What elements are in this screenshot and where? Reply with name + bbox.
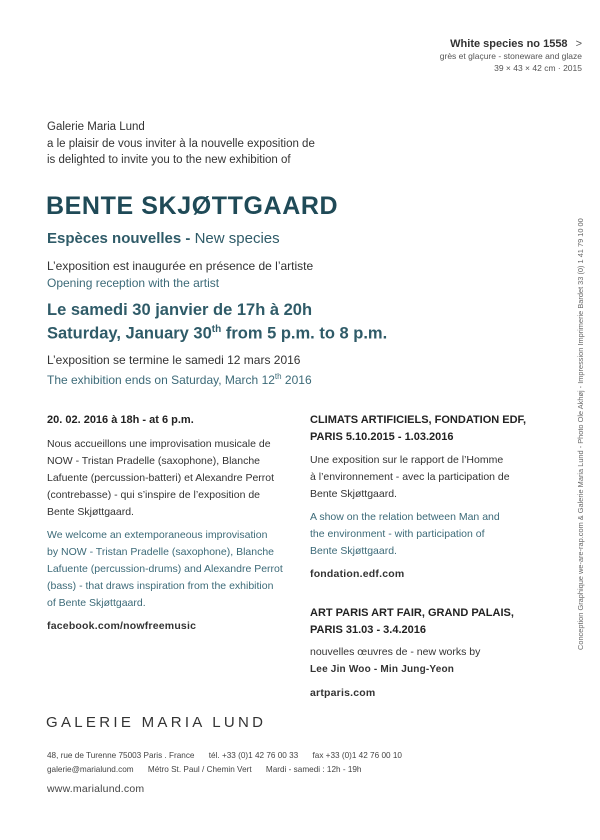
artparis-text: nouvelles œuvres de - new works by	[310, 646, 481, 658]
edf-heading: CLIMATS ARTIFICIELS, FONDATION EDF, PARIS 5.10.2015 - 1.03.2016	[310, 414, 527, 443]
edf-text-fr: Une exposition sur le rapport de l’Homme à l’environnement - avec la participation de Bente Skjøttgaard.	[310, 454, 510, 500]
artparis-heading: ART PARIS ART FAIR, GRAND PALAIS, PARIS 31.03 - 3.4.2016	[310, 607, 514, 636]
credits-text: Conception Graphique we-are-rap.com & Galerie Maria Lund - Photo Ole Akhøj - Impression Imprimerie Bardet 33 (0) 1 41 79 10 00	[576, 218, 585, 650]
artist-name: BENTE SKJØTTGAARD	[46, 192, 339, 220]
events-section	[310, 412, 565, 702]
opening-date-fr: Le samedi 30 janvier de 17h à 20h	[47, 301, 313, 319]
exhibition-title-fr: Espèces nouvelles -	[47, 230, 195, 247]
opening-en: Opening reception with the artist	[47, 275, 220, 290]
arrow-icon: >	[575, 38, 582, 50]
concert-section	[47, 412, 302, 635]
closing-date-en: The exhibition ends on Saturday, March 12th 2016	[47, 371, 312, 387]
exhibition-title-en: New species	[194, 230, 280, 247]
artwork-title: White species no 1558	[450, 38, 568, 50]
artwork-material: grès et glaçure - stoneware and glaze	[439, 51, 582, 61]
invite-fr: a le plaisir de vous inviter à la nouvelle exposition de	[47, 137, 315, 150]
exhibition-title	[47, 230, 280, 247]
gallery-email[interactable]: galerie@marialund.com	[47, 765, 134, 774]
gallery-phone: tél. +33 (0)1 42 76 00 33	[208, 751, 299, 760]
opening-date	[47, 300, 387, 344]
opening-fr: L’exposition est inaugurée en présence de l’artiste	[47, 259, 314, 273]
artparis-names: Lee Jin Woo - Min Jung-Yeon	[310, 664, 455, 675]
closing-date-fr: L’exposition se termine le samedi 12 mars 2016	[47, 353, 301, 367]
closing-date	[47, 352, 312, 388]
opening-text	[47, 258, 313, 291]
invite-en: is delighted to invite you to the new exhibition of	[47, 154, 291, 166]
concert-text-en: We welcome an extemporaneous improvisation by NOW - Tristan Pradelle (saxophone), Blanche Lafuente (percussion-drums) and Alexandre Perrot (bass) - that draws inspiration from the exhibition of Bente Skjøttgaard.	[47, 529, 283, 609]
artparis-link[interactable]: artparis.com	[310, 687, 376, 699]
edf-link[interactable]: fondation.edf.com	[310, 568, 405, 580]
edf-text-en: A show on the relation between Man and the environment - with participation of Bente Skjøttgaard.	[310, 511, 500, 557]
gallery-logo: GALERIE MARIA LUND	[46, 714, 267, 731]
gallery-contact	[47, 749, 414, 777]
artwork-caption	[440, 38, 582, 74]
gallery-metro: Métro St. Paul / Chemin Vert	[147, 765, 252, 774]
artwork-dimensions: 39 × 43 × 42 cm · 2015	[494, 63, 582, 73]
gallery-website[interactable]: www.marialund.com	[47, 783, 145, 795]
gallery-address: 48, rue de Turenne 75003 Paris . France	[47, 751, 195, 760]
gallery-hours: Mardi - samedi : 12h - 19h	[265, 765, 362, 774]
gallery-fax: fax +33 (0)1 42 76 00 10	[312, 751, 402, 760]
opening-date-en: Saturday, January 30th from 5 p.m. to 8 p.m.	[47, 324, 388, 343]
facebook-link[interactable]: facebook.com/nowfreemusic	[47, 620, 197, 632]
invite-gallery: Galerie Maria Lund	[47, 121, 145, 133]
invitation-text	[47, 119, 315, 169]
concert-heading: 20. 02. 2016 à 18h - at 6 p.m.	[47, 414, 194, 426]
concert-text-fr: Nous accueillons une improvisation musicale de NOW - Tristan Pradelle (saxophone), Blanche Lafuente (percussion-batteri) et Alexandre Perrot (contrebasse) - qui s’inspire de l’exposition de Bente Skjøttgaard.	[47, 438, 275, 518]
